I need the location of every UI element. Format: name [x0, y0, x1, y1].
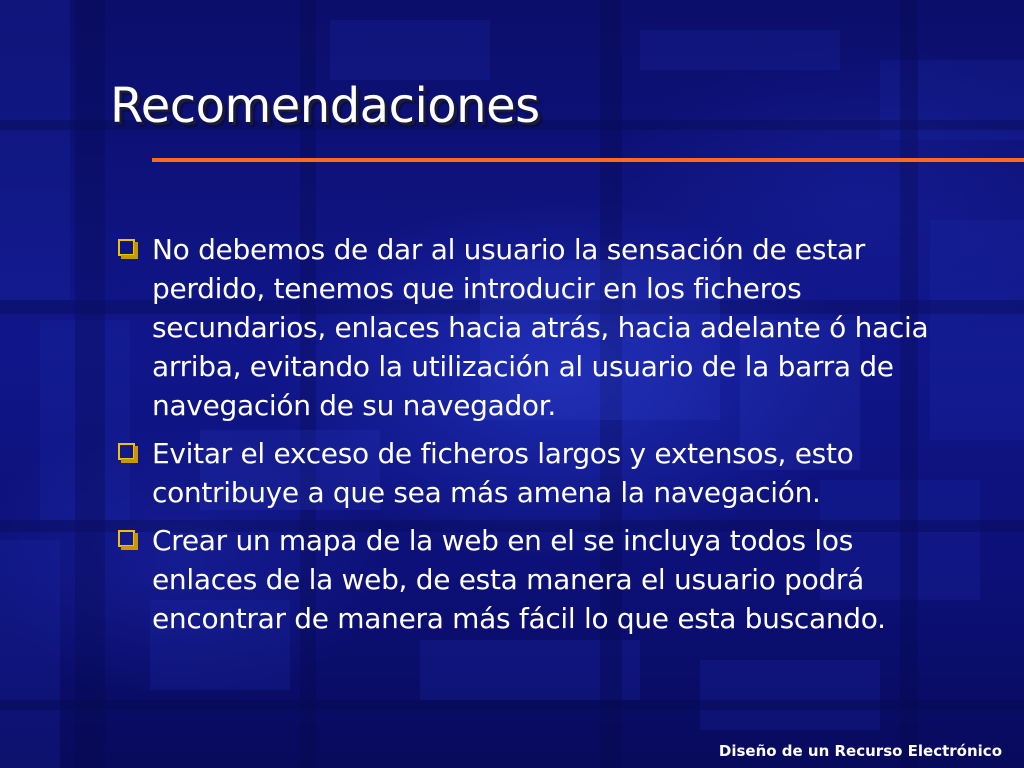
bullet-list [118, 230, 948, 647]
slide-title: Recomendaciones [110, 78, 540, 134]
bullet-item [118, 230, 948, 425]
slide-footer: Diseño de un Recurso Electrónico [718, 742, 1002, 760]
bullet-item [118, 521, 948, 638]
hollow-square-bullet-icon [118, 239, 135, 256]
bullet-text: Evitar el exceso de ficheros largos y extensos, esto contribuye a que sea más amena la navegación. [152, 437, 854, 509]
hollow-square-bullet-icon [118, 443, 135, 460]
hollow-square-bullet-icon [118, 530, 135, 547]
bullet-text: No debemos de dar al usuario la sensación de estar perdido, tenemos que introducir en los ficheros secundarios, enlaces hacia atrás, hacia adelante ó hacia arriba, evitando la utilización al usuario de la barra de navegación de su navegador. [152, 233, 929, 422]
bullet-item [118, 434, 948, 512]
bullet-text: Crear un mapa de la web en el se incluya todos los enlaces de la web, de esta manera el usuario podrá encontrar de manera más fácil lo que esta buscando. [152, 524, 886, 635]
title-underline [152, 158, 1024, 162]
